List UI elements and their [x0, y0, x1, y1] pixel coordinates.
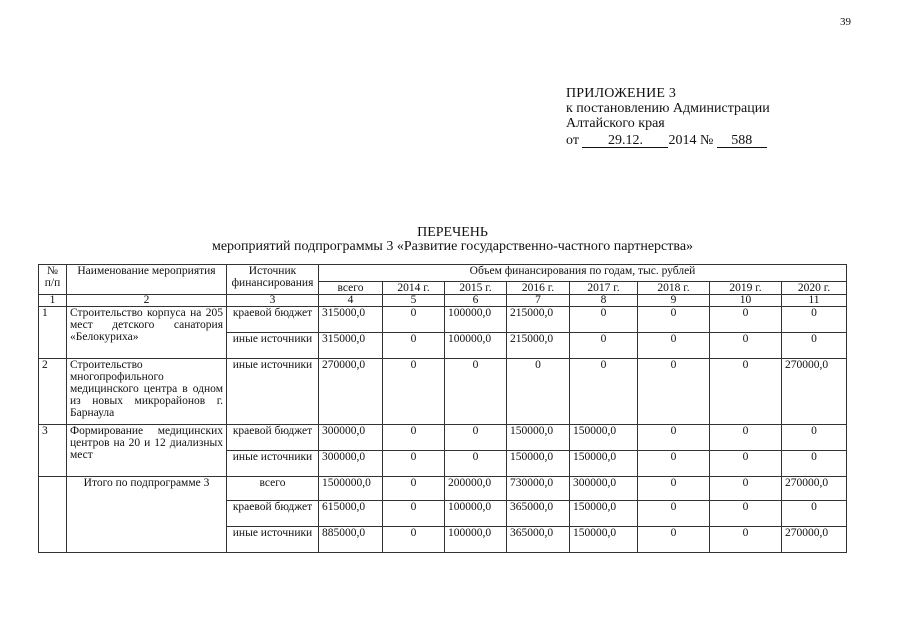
index-row: [39, 295, 847, 307]
header-year: 2015 г.: [445, 282, 507, 295]
appendix-line2: Алтайского края: [566, 116, 665, 131]
value-year: 0: [383, 527, 445, 553]
financing-table: [38, 264, 847, 553]
value-total: 315000,0: [319, 333, 383, 359]
value-year: 0: [445, 359, 507, 425]
from-label: от: [566, 133, 579, 148]
header-total: всего: [319, 282, 383, 295]
value-year: 150000,0: [507, 451, 570, 477]
index-cell: 10: [710, 295, 782, 307]
value-year: 100000,0: [445, 333, 507, 359]
value-year: 150000,0: [570, 425, 638, 451]
value-year: 150000,0: [570, 451, 638, 477]
value-year: 365000,0: [507, 501, 570, 527]
value-year: 270000,0: [782, 359, 847, 425]
index-cell: 6: [445, 295, 507, 307]
value-year: 0: [782, 451, 847, 477]
doc-subtitle: мероприятий подпрограммы 3 «Развитие государственно-частного партнерства»: [211, 239, 694, 254]
value-year: 100000,0: [445, 307, 507, 333]
header-year: 2014 г.: [383, 282, 445, 295]
value-year: 0: [445, 451, 507, 477]
index-cell: 1: [39, 295, 67, 307]
index-cell: 2: [67, 295, 227, 307]
header-year: 2017 г.: [570, 282, 638, 295]
value-year: 200000,0: [445, 477, 507, 501]
doc-title: ПЕРЕЧЕНЬ: [417, 225, 488, 240]
row-source: иные источники: [227, 333, 319, 359]
index-cell: 3: [227, 295, 319, 307]
value-year: 0: [445, 425, 507, 451]
index-cell: 11: [782, 295, 847, 307]
value-year: 215000,0: [507, 333, 570, 359]
value-year: 0: [383, 333, 445, 359]
value-year: 270000,0: [782, 527, 847, 553]
page-number: 39: [840, 16, 851, 28]
row-name: Итого по подпрограмме 3: [67, 477, 227, 553]
value-year: 0: [710, 425, 782, 451]
header-year: 2020 г.: [782, 282, 847, 295]
decree-date: 29.12.: [582, 134, 668, 148]
value-year: 730000,0: [507, 477, 570, 501]
row-source: всего: [227, 477, 319, 501]
value-year: 0: [383, 307, 445, 333]
row-source: иные источники: [227, 359, 319, 425]
value-year: 0: [710, 477, 782, 501]
value-total: 1500000,0: [319, 477, 383, 501]
value-year: 0: [782, 425, 847, 451]
value-year: 0: [638, 425, 710, 451]
table-row: [39, 307, 847, 333]
appendix-block: [566, 86, 770, 148]
table-row: [39, 425, 847, 451]
value-year: 0: [570, 333, 638, 359]
row-no: 3: [39, 425, 67, 477]
decree-number: 588: [717, 134, 767, 148]
table-row: [39, 359, 847, 425]
value-year: 0: [710, 333, 782, 359]
value-year: 0: [782, 307, 847, 333]
header-year: 2019 г.: [710, 282, 782, 295]
value-year: 365000,0: [507, 527, 570, 553]
value-total: 315000,0: [319, 307, 383, 333]
value-total: 300000,0: [319, 451, 383, 477]
value-year: 100000,0: [445, 501, 507, 527]
row-source: краевой бюджет: [227, 501, 319, 527]
row-name: Формирование медицинских центров на 20 и 12 диализных мест: [67, 425, 227, 477]
index-cell: 7: [507, 295, 570, 307]
appendix-line1: к постановлению Администрации: [566, 101, 770, 116]
header-year: 2018 г.: [638, 282, 710, 295]
value-year: 0: [383, 425, 445, 451]
value-year: 0: [782, 501, 847, 527]
value-year: 0: [710, 307, 782, 333]
value-total: 270000,0: [319, 359, 383, 425]
index-cell: 5: [383, 295, 445, 307]
value-year: 150000,0: [570, 527, 638, 553]
value-year: 0: [710, 527, 782, 553]
value-year: 100000,0: [445, 527, 507, 553]
value-year: 0: [383, 359, 445, 425]
value-year: 0: [383, 451, 445, 477]
value-year: 0: [638, 333, 710, 359]
value-total: 885000,0: [319, 527, 383, 553]
value-year: 270000,0: [782, 477, 847, 501]
value-year: 0: [570, 307, 638, 333]
row-no: 1: [39, 307, 67, 359]
header-no: № п/п: [39, 265, 67, 295]
value-year: 0: [383, 477, 445, 501]
appendix-title: ПРИЛОЖЕНИЕ 3: [566, 86, 677, 101]
value-year: 0: [638, 451, 710, 477]
row-no: 2: [39, 359, 67, 425]
value-year: 300000,0: [570, 477, 638, 501]
index-cell: 9: [638, 295, 710, 307]
header-source: Источник финансирования: [227, 265, 319, 295]
value-year: 0: [570, 359, 638, 425]
value-year: 0: [507, 359, 570, 425]
table-row: [39, 477, 847, 501]
header-name: Наименование мероприятия: [67, 265, 227, 295]
value-year: 0: [638, 527, 710, 553]
row-source: краевой бюджет: [227, 307, 319, 333]
value-year: 0: [710, 359, 782, 425]
value-year: 0: [782, 333, 847, 359]
value-year: 0: [710, 501, 782, 527]
row-source: иные источники: [227, 527, 319, 553]
value-year: 0: [638, 477, 710, 501]
row-source: краевой бюджет: [227, 425, 319, 451]
value-year: 150000,0: [507, 425, 570, 451]
value-year: 0: [383, 501, 445, 527]
value-total: 615000,0: [319, 501, 383, 527]
row-source: иные источники: [227, 451, 319, 477]
decree-year: 2014 №: [668, 133, 714, 148]
index-cell: 8: [570, 295, 638, 307]
row-name: Строительство корпуса на 205 мест детского санатория «Белокуриха»: [67, 307, 227, 359]
value-year: 215000,0: [507, 307, 570, 333]
index-cell: 4: [319, 295, 383, 307]
value-year: 0: [638, 359, 710, 425]
value-year: 0: [710, 451, 782, 477]
row-name: Строительство многопрофильного медицинского центра в одном из новых микрорайонов г. Барнаула: [67, 359, 227, 425]
value-year: 0: [638, 307, 710, 333]
value-year: 150000,0: [570, 501, 638, 527]
appendix-date-line: [566, 133, 770, 148]
value-year: 0: [638, 501, 710, 527]
header-volume: Объем финансирования по годам, тыс. рублей: [319, 265, 847, 282]
value-total: 300000,0: [319, 425, 383, 451]
row-no: [39, 477, 67, 553]
header-year: 2016 г.: [507, 282, 570, 295]
